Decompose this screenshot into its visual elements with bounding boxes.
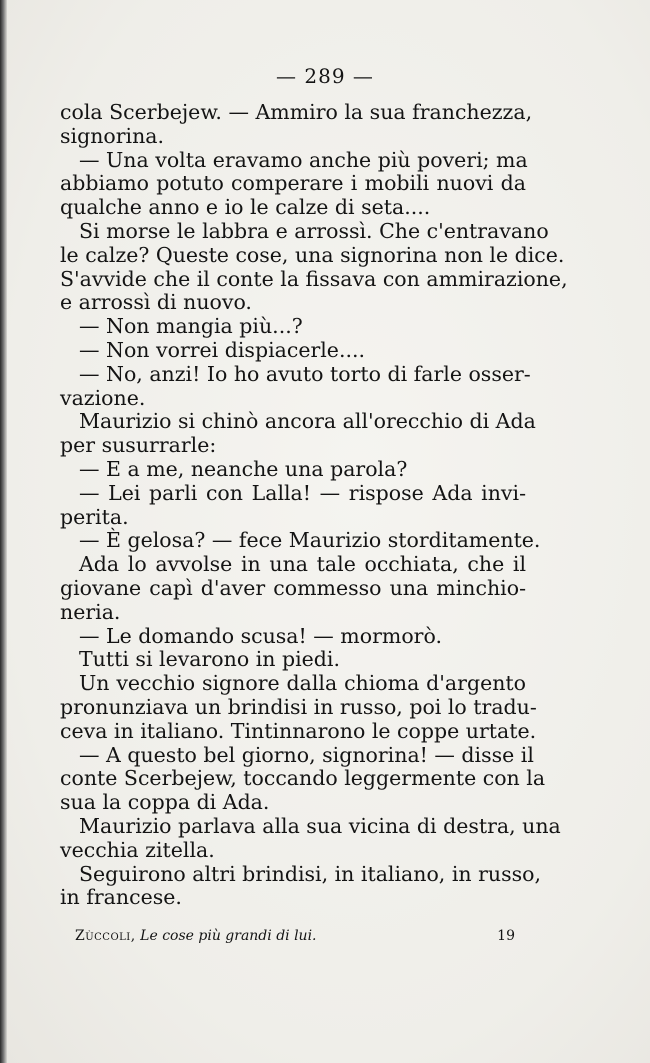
text-line: Ada lo avvolse in una tale occhiata, che il xyxy=(79,552,526,577)
text-line: conte Scerbejew, toccando leggermente con la xyxy=(60,766,546,791)
page-number: — 289 — xyxy=(276,64,374,88)
text-line: — Una volta eravamo anche più poveri; ma xyxy=(79,147,528,172)
text-line: e arrossì di nuovo. xyxy=(60,290,252,315)
text-line: per susurrarle: xyxy=(60,433,217,458)
text-line: Si morse le labbra e arrossì. Che c'entravano xyxy=(79,218,549,243)
text-line: Tutti si levarono in piedi. xyxy=(79,647,340,672)
text-line: ceva in italiano. Tintinnarono le coppe urtate. xyxy=(60,718,537,743)
text-line: le calze? Queste cose, una signorina non le dice. xyxy=(60,242,565,267)
text-line: Un vecchio signore dalla chioma d'argento xyxy=(79,671,526,696)
text-line: — Le domando scusa! — mormorò. xyxy=(79,623,442,648)
text-line: pronunziava un brindisi in russo, poi lo tradu- xyxy=(60,694,537,719)
text-line: Seguirono altri brindisi, in italiano, in russo, xyxy=(79,861,542,886)
text-line: vazione. xyxy=(60,385,146,410)
text-line: giovane capì d'aver commesso una minchio- xyxy=(60,575,526,600)
footer-signature-line xyxy=(75,928,317,944)
footer-signature-number: 19 xyxy=(497,928,515,944)
text-line: — E a me, neanche una parola? xyxy=(79,456,408,481)
text-line: — È gelosa? — fece Maurizio storditamente. xyxy=(79,528,541,553)
text-line: cola Scerbejew. — Ammiro la sua franchezza, xyxy=(60,100,533,124)
text-line: — No, anzi! Io ho avuto torto di farle osser- xyxy=(79,361,531,386)
footer-author: Zùccoli, xyxy=(75,928,136,944)
text-line: sua la coppa di Ada. xyxy=(60,790,270,815)
text-line: signorina. xyxy=(60,123,165,148)
text-line: Maurizio parlava alla sua vicina di destra, una xyxy=(79,813,561,838)
body-text xyxy=(60,100,568,910)
text-line: in francese. xyxy=(60,885,182,910)
text-line: abbiamo potuto comperare i mobili nuovi da xyxy=(60,171,526,196)
text-line: — Non vorrei dispiacerle.... xyxy=(79,337,366,362)
footer-book-title: Le cose più grandi di lui. xyxy=(140,928,317,944)
text-line: — A questo bel giorno, signorina! — disse il xyxy=(79,742,534,767)
text-line: S'avvide che il conte la fissava con ammirazione, xyxy=(60,266,568,291)
text-line: Maurizio si chinò ancora all'orecchio di Ada xyxy=(79,409,536,434)
book-spine-shadow xyxy=(0,0,7,1063)
text-line: perita. xyxy=(60,504,129,529)
text-line: — Non mangia più...? xyxy=(79,314,303,339)
text-line: — Lei parli con Lalla! — rispose Ada invi- xyxy=(79,480,526,505)
text-line: qualche anno e io le calze di seta.... xyxy=(60,195,431,220)
text-line: vecchia zitella. xyxy=(60,837,215,862)
text-line: neria. xyxy=(60,599,121,624)
